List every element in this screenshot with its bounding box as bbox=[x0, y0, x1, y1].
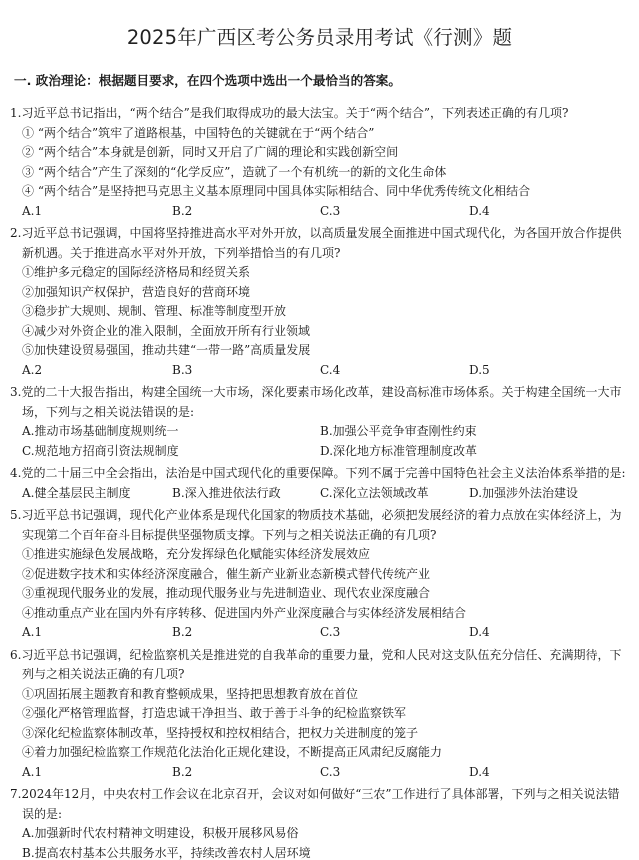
question-stem: 4.党的二十届三中全会指出，法治是中国式现代化的重要保障。下列不属于完善中国特色社会主义法治体系举措的是: bbox=[10, 466, 626, 480]
option-b: B.2 bbox=[172, 764, 193, 779]
answer-options bbox=[10, 361, 630, 381]
statement-item: ④ “两个结合”是坚持把马克思主义基本原理同中国具体实际相结合、同中华优秀传统文化相结合 bbox=[22, 184, 531, 198]
answer-options-row bbox=[10, 442, 630, 462]
option-b: B.2 bbox=[172, 625, 193, 639]
page-title: 2025年广西区考公务员录用考试《行测》题 bbox=[126, 26, 513, 49]
statement-item: ③ “两个结合”产生了深刻的“化学反应”，造就了一个有机统一的新的文化生命体 bbox=[22, 164, 447, 179]
option-c: C.4 bbox=[320, 362, 341, 377]
statement-item: ①推进实施绿色发展战略，充分发挥绿色化赋能实体经济发展效应 bbox=[22, 547, 371, 561]
section-heading: 一. 政治理论：根据题目要求，在四个选项中选出一个最恰当的答案。 bbox=[14, 73, 401, 88]
question-7 bbox=[10, 785, 630, 860]
option-b: B.3 bbox=[172, 362, 193, 377]
option-c: C.3 bbox=[320, 764, 341, 779]
option-b: B.提高农村基本公共服务水平，持续改善农村人居环境 bbox=[22, 845, 311, 860]
option-a: A.推动市场基础制度规则统一 bbox=[22, 424, 179, 438]
question-stem: 5.习近平总书记强调，现代化产业体系是现代化国家的物质技术基础，必须把发展经济的着力点放在实体经济上，为实现第二个百年奋斗目标提供坚强物质支撑。下列与之相关说法正确的有几项? bbox=[10, 508, 622, 542]
question-stem: 3.党的二十大报告指出，构建全国统一大市场，深化要素市场化改革，建设高标准市场体系。关于构建全国统一大市场，下列与之相关说法错误的是: bbox=[10, 385, 622, 419]
statement-item: ④着力加强纪检监察工作规范化法治化正规化建设，不断提高正风肃纪反腐能力 bbox=[22, 745, 443, 759]
option-c: C.3 bbox=[320, 203, 341, 218]
option-a: A.1 bbox=[22, 625, 43, 639]
option-d: D.深化地方标准管理制度改革 bbox=[320, 443, 478, 458]
option-c: C.规范地方招商引资法规制度 bbox=[22, 443, 179, 458]
statement-item: ③重视现代服务业的发展，推动现代服务业与先进制造业、现代农业深度融合 bbox=[22, 586, 431, 600]
question-stem: 2.习近平总书记强调，中国将坚持推进高水平对外开放，以高质量发展全面推进中国式现代化，为各国开放合作提供新机遇。关于推进高水平对外开放，下列举措恰当的有几项? bbox=[10, 226, 622, 260]
option-b: B.2 bbox=[172, 203, 193, 218]
option-b: B.加强公平竞争审查刚性约束 bbox=[320, 424, 477, 438]
answer-options bbox=[10, 763, 630, 783]
option-d: D.加强涉外法治建设 bbox=[469, 485, 579, 500]
statement-item: ②加强知识产权保护，营造良好的营商环境 bbox=[22, 284, 251, 299]
answer-options bbox=[10, 484, 630, 504]
option-b: B.深入推进依法行政 bbox=[172, 485, 281, 500]
statement-item: ⑤加快建设贸易强国，推动共建“一带一路”高质量发展 bbox=[22, 343, 311, 357]
option-d: D.5 bbox=[469, 362, 490, 377]
statement-item: ② “两个结合”本身就是创新，同时又开启了广阔的理论和实践创新空间 bbox=[22, 145, 399, 159]
question-5 bbox=[10, 506, 630, 643]
option-a: A.1 bbox=[22, 764, 43, 779]
option-c: C.深化立法领域改革 bbox=[320, 485, 429, 500]
question-1 bbox=[10, 104, 630, 221]
option-a: A.1 bbox=[22, 203, 43, 218]
answer-options bbox=[10, 623, 630, 643]
question-stem: 1.习近平总书记指出，“两个结合”是我们取得成功的最大法宝。关于“两个结合”，下列表述正确的有几项? bbox=[10, 106, 569, 120]
statement-item: ③稳步扩大规则、规制、管理、标准等制度型开放 bbox=[22, 304, 287, 318]
option-a: A.健全基层民主制度 bbox=[22, 485, 131, 500]
statement-item: ④减少对外资企业的准入限制，全面放开所有行业领域 bbox=[22, 323, 311, 338]
question-stem: 7.2024年12月，中央农村工作会议在北京召开，会议对如何做好“三农”工作进行了具体部署，下列与之相关说法错误的是: bbox=[10, 787, 620, 821]
statement-item: ①维护多元稳定的国际经济格局和经贸关系 bbox=[22, 265, 251, 279]
option-d: D.4 bbox=[469, 764, 490, 779]
statement-item: ③深化纪检监察体制改革，坚持授权和控权相结合，把权力关进制度的笼子 bbox=[22, 725, 419, 740]
question-stem: 6.习近平总书记强调，纪检监察机关是推进党的自我革命的重要力量，党和人民对这支队伍充分信任、充满期待，下列与之相关说法正确的有几项? bbox=[10, 647, 622, 681]
statement-item: ②促进数字技术和实体经济深度融合，催生新产业新业态新模式替代传统产业 bbox=[22, 566, 431, 581]
option-c: C.3 bbox=[320, 625, 341, 639]
option-d: D.4 bbox=[469, 625, 490, 639]
option-a: A.2 bbox=[22, 362, 43, 377]
question-4 bbox=[10, 464, 630, 503]
statement-item: ②强化严格管理监督，打造忠诚干净担当、敢于善于斗争的纪检监察铁军 bbox=[22, 706, 407, 720]
question-2 bbox=[10, 224, 630, 380]
option-d: D.4 bbox=[469, 203, 490, 218]
answer-options-row bbox=[10, 422, 630, 442]
question-list bbox=[10, 104, 630, 860]
statement-item: ①巩固拓展主题教育和教育整顿成果，坚持把思想教育放在首位 bbox=[22, 686, 359, 701]
statement-item: ① “两个结合”筑牢了道路根基，中国特色的关键就在于“两个结合” bbox=[22, 125, 375, 140]
question-6 bbox=[10, 646, 630, 783]
answer-options bbox=[10, 202, 630, 222]
statement-item: ④推动重点产业在国内外有序转移、促进国内外产业深度融合与实体经济发展相结合 bbox=[22, 605, 467, 620]
question-3 bbox=[10, 383, 630, 461]
option-a: A.加强新时代农村精神文明建设，积极开展移风易俗 bbox=[22, 826, 299, 840]
